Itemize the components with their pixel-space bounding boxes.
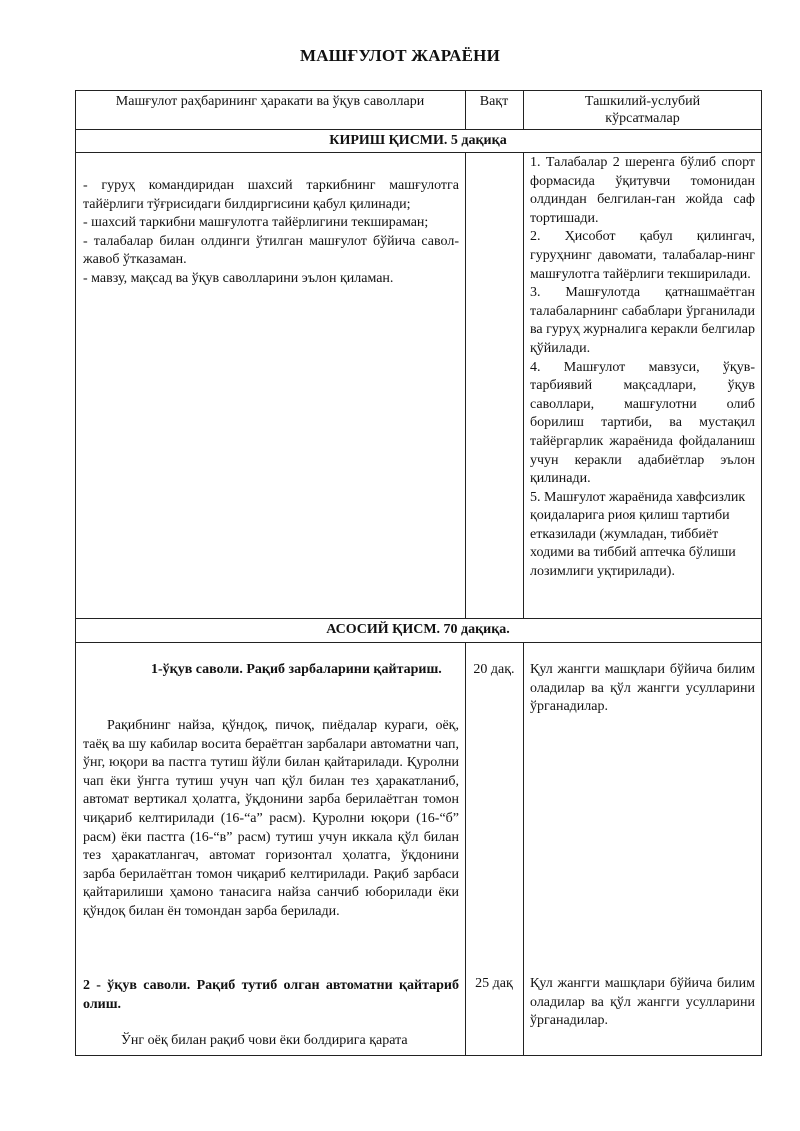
col-divider-1-header	[465, 90, 466, 130]
question-2-time: 25 дақ	[475, 976, 513, 991]
question-1-guidance: Қул жангги машқлари бўйича билим оладилар ва қўл жангги усулларини ўрганадилар.	[530, 662, 755, 715]
col-divider-2-main	[523, 642, 524, 1056]
table-border-right	[761, 90, 762, 1056]
intro-end-divider	[75, 618, 762, 619]
table-border-left	[75, 90, 76, 1056]
question-1-title: 1-ўқув саволи. Рақиб зарбаларини қайтариш.	[151, 662, 442, 677]
intro-guidance	[530, 154, 755, 582]
intro-action-item: - мавзу, мақсад ва ўқув саволларини эълон қиламан.	[83, 270, 394, 286]
intro-guidance-item: 5. Машғулот жараёнида хавфсизлик қоидаларига риоя қилиш тартиби етказилади (жумладан, тиббиёт ходими ва тиббий аптечка бўлиши лозимлиги уқтирилади).	[530, 489, 746, 580]
question-2-guidance: Қул жангги машқлари бўйича билим оладилар ва қўл жангги усулларини ўрганадилар.	[530, 976, 755, 1029]
col-divider-2-header	[523, 90, 524, 130]
header-time: Вақт	[479, 94, 509, 109]
col-divider-2-intro	[523, 152, 524, 619]
main-heading-divider	[75, 642, 762, 643]
question-1-body: Рақибнинг найза, қўндоқ, пичоқ, пиёдалар кураги, оёқ, таёқ ва шу кабилар восита бераётган зарбалари автоматни чап, ўнг, юқори ва пастга тутиш йўли билан қайтарилади. Қуролни чап ёки ўнгга тутиш учун чап қўл билан тез ҳаракатланиб, автомат вертикал ҳолатга, ўқдонини зарба берилаётган томон чиқариб келтирилади (16-“а” расм). Қуролни юқори (16-“б” расм) ёки пастга (16-“в” расм) тутиш учун иккала қўл билан тез ҳаракатлангач, автомат горизонтал ҳолатга, ўқдонини зарба берилаётган томон чиқариб келтирилади. Рақиб зарбаси қайтарилиши ҳамоно танасига найза санчиб юборилади ёки қўндоқ билан ён томондан зарба берилади.	[83, 718, 459, 919]
intro-guidance-item: 3. Машғулотда қатнашмаётган талабаларнинг сабаблари ўрганилади ва гуруҳ журналига керакли белгилар қўйилади.	[530, 285, 755, 356]
intro-guidance-item: 2. Ҳисобот қабул қилингач, гуруҳнинг давомати, талабалар-нинг машғулотга тайёрлиги текширилади.	[530, 229, 755, 282]
intro-section-heading: КИРИШ ҚИСМИ. 5 дақиқа	[329, 133, 507, 148]
header-guidance: Ташкилий-услубий кўрсатмалар	[584, 94, 701, 126]
question-2-title: 2 - ўқув саволи. Рақиб тутиб олган автоматни қайтариб олиш.	[83, 978, 459, 1012]
table-border-bottom	[75, 1055, 762, 1056]
question-1-time: 20 дақ.	[473, 662, 515, 677]
col-divider-1-main	[465, 642, 466, 1056]
main-section-heading: АСОСИЙ ҚИСМ. 70 дақиқа.	[326, 622, 510, 637]
table-border-top	[75, 90, 762, 91]
header-actions: Машғулот раҳбарининг ҳаракати ва ўқув саволлари	[115, 94, 425, 109]
lesson-table	[75, 90, 762, 1056]
page-title: МАШҒУЛОТ ЖАРАЁНИ	[299, 46, 501, 65]
question-2-body: Ўнг оёқ билан рақиб чови ёки болдирига қарата	[121, 1033, 408, 1048]
intro-action-item: - талабалар билан олдинги ўтилган машғулот бўйича савол-жавоб ўтказаман.	[83, 233, 459, 268]
intro-heading-divider	[75, 152, 762, 153]
intro-action-item: - шахсий таркибни машғулотга тайёрлигини текшираман;	[83, 215, 429, 231]
intro-action-item: - гуруҳ командиридан шахсий таркибнинг машғулотга тайёрлиги тўғрисидаги билдиргисини қабул қилинади;	[83, 178, 459, 212]
intro-guidance-item: 1. Талабалар 2 шеренга бўлиб спорт формасида ўқитувчи томонидан олдиндан белгилан-ган жойда саф тортишади.	[530, 155, 755, 226]
col-divider-1-intro	[465, 152, 466, 619]
header-divider	[75, 129, 762, 130]
intro-guidance-item: 4. Машғулот мавзуси, ўқув-тарбиявий мақсадлари, ўқув саволлари, машғулотни олиб борилиш тартиби, ва мустақил тайёргарлик жараёнида фойдаланиш учун керакли адабиётлар эълон қилинади.	[530, 359, 755, 487]
intro-actions	[83, 177, 459, 289]
